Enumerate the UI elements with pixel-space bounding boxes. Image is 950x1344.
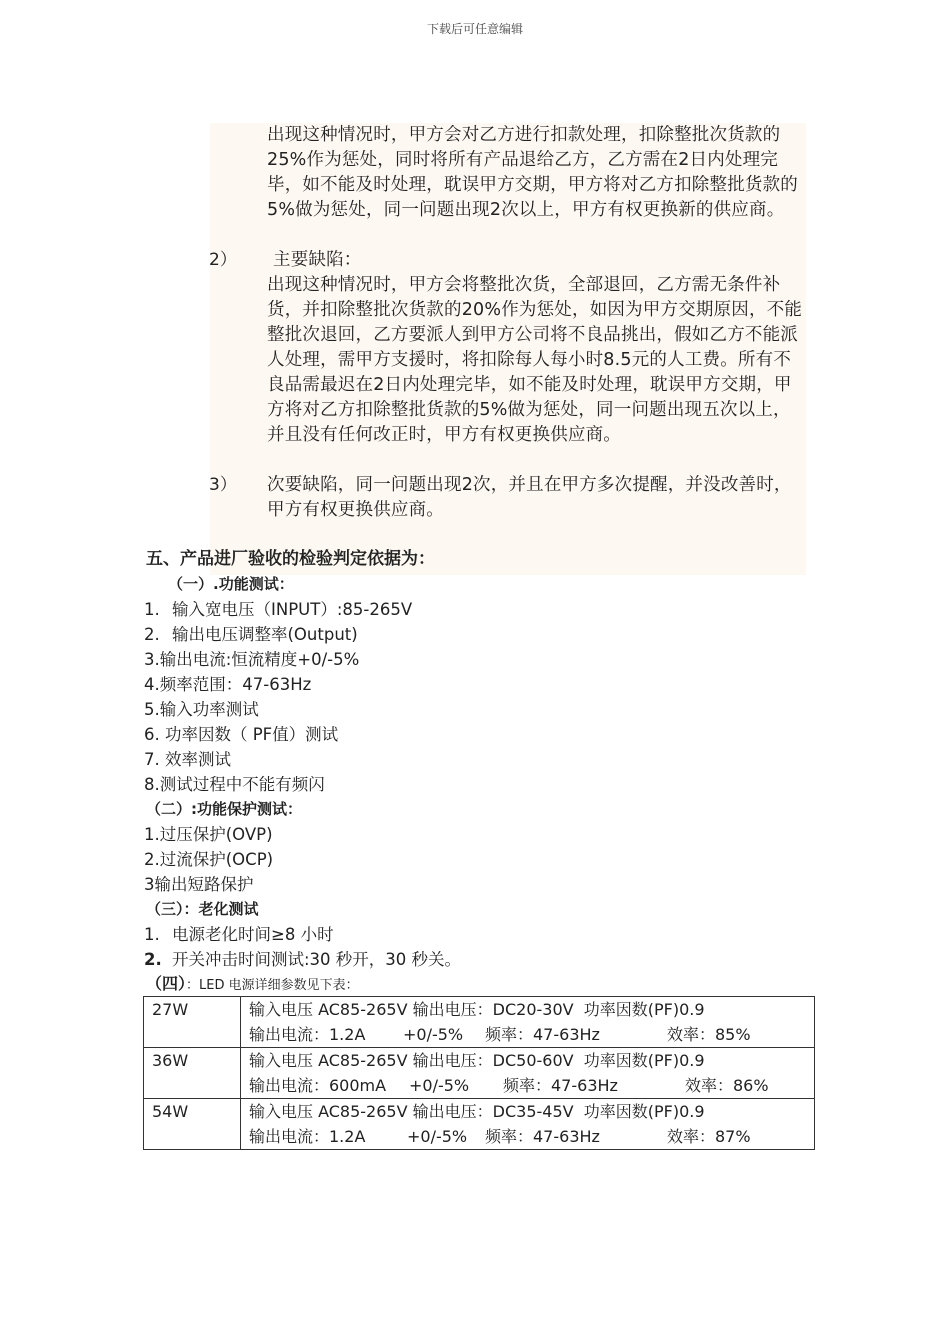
aging-item-2-number: 2. — [144, 950, 162, 969]
item-3-number: 3） — [209, 475, 237, 495]
section-5-heading: 五、产品进厂验收的检验判定依据为： — [146, 549, 435, 569]
prot-item-3: 3输出短路保护 — [144, 875, 254, 894]
sub-heading-4 — [146, 971, 359, 998]
aging-item-1-number: 1. — [144, 925, 160, 944]
prot-item-2: 2.过流保护(OCP) — [144, 850, 274, 869]
sub-heading-1: （一）.功能测试： — [168, 575, 294, 593]
page-header: 下载后可任意编辑 — [426, 22, 523, 36]
frequency: 频率：47-63Hz — [485, 1127, 600, 1146]
sub-heading-3: （三）：老化测试 — [146, 900, 259, 918]
led-spec-table — [143, 996, 815, 1150]
table-row — [144, 997, 815, 1048]
sub-heading-2: （二）:功能保护测试： — [146, 800, 302, 818]
spec-cell — [241, 1048, 815, 1099]
output-current: 输出电流：1.2A — [249, 1025, 366, 1044]
efficiency: 效率：86% — [685, 1076, 769, 1095]
aging-item-1 — [144, 922, 334, 947]
func-item-2 — [144, 622, 358, 647]
wattage-cell: 36W — [144, 1048, 241, 1099]
current-tolerance: +0/-5% — [403, 1025, 464, 1044]
output-current: 输出电流：1.2A — [249, 1127, 366, 1146]
func-item-8: 8.测试过程中不能有频闪 — [144, 775, 325, 794]
current-tolerance: +0/-5% — [409, 1076, 470, 1095]
power-factor: 功率因数(PF)0.9 — [583, 1051, 705, 1070]
output-voltage: 输出电压：DC35-45V — [412, 1102, 574, 1121]
spec-cell — [241, 997, 815, 1048]
func-item-7: 7. 效率测试 — [144, 750, 231, 769]
efficiency: 效率：85% — [667, 1025, 751, 1044]
func-item-5: 5.输入功率测试 — [144, 700, 259, 719]
wattage-cell: 54W — [144, 1099, 241, 1150]
current-tolerance: +0/-5% — [407, 1127, 468, 1146]
item-2-title: 主要缺陷： — [273, 250, 362, 270]
sub-heading-4-text: ：LED 电源详细参数见下表： — [186, 978, 359, 993]
wattage-cell: 27W — [144, 997, 241, 1048]
prot-item-1: 1.过压保护(OVP) — [144, 825, 273, 844]
func-item-6: 6. 功率因数（ PF值）测试 — [144, 725, 339, 744]
power-factor: 功率因数(PF)0.9 — [583, 1102, 705, 1121]
power-factor: 功率因数(PF)0.9 — [583, 1000, 705, 1019]
input-voltage: 输入电压 AC85-265V — [249, 1051, 408, 1070]
item-3-text: 次要缺陷，同一问题出现2次，并且在甲方多次提醒，并没改善时，甲方有权更换供应商。 — [267, 475, 792, 520]
sub-heading-4-prefix: （四） — [146, 974, 187, 993]
frequency: 频率：47-63Hz — [485, 1025, 600, 1044]
func-item-1 — [144, 597, 412, 622]
func-item-4: 4.频率范围：47-63Hz — [144, 675, 312, 694]
item-2-text: 出现这种情况时，甲方会将整批次货，全部退回，乙方需无条件补货，并扣除整批次货款的20%作为惩处，如因为甲方交期原因，不能整批次退回，乙方要派人到甲方公司将不良品挑出，假如乙方不能派人处理，需甲方支援时，将扣除每人每小时8.5元的人工费。所有不良品需最迟在2日内处理完毕，如不能及时处理，耽误甲方交期，甲方将对乙方扣除整批货款的5%做为惩处，同一问题出现五次以上，并且没有任何改正时，甲方有权更换供应商。 — [267, 275, 803, 445]
aging-item-1-text: 电源老化时间≥8 小时 — [172, 925, 334, 944]
aging-item-2-text: 开关冲击时间测试:30 秒开，30 秒关。 — [172, 950, 462, 969]
item-2-number: 2） — [209, 250, 237, 270]
penalty-paragraph-1: 出现这种情况时，甲方会对乙方进行扣款处理，扣除整批次货款的25%作为惩处，同时将所有产品退给乙方，乙方需在2日内处理完毕，如不能及时处理，耽误甲方交期，甲方将对乙方扣除整批货款的5%做为惩处，同一问题出现2次以上，甲方有权更换新的供应商。 — [267, 125, 798, 220]
spec-cell — [241, 1099, 815, 1150]
func-item-3: 3.输出电流:恒流精度+0/-5% — [144, 650, 360, 669]
func-item-1-text: 输入宽电压（INPUT）:85-265V — [172, 600, 413, 619]
input-voltage: 输入电压 AC85-265V — [249, 1102, 408, 1121]
func-item-2-number: 2. — [144, 625, 160, 644]
table-row — [144, 1099, 815, 1150]
output-voltage: 输出电压：DC50-60V — [412, 1051, 574, 1070]
func-item-2-text: 输出电压调整率(Output) — [172, 625, 358, 644]
frequency: 频率：47-63Hz — [503, 1076, 618, 1095]
input-voltage: 输入电压 AC85-265V — [249, 1000, 408, 1019]
table-row — [144, 1048, 815, 1099]
output-voltage: 输出电压：DC20-30V — [412, 1000, 574, 1019]
efficiency: 效率：87% — [667, 1127, 751, 1146]
func-item-1-number: 1. — [144, 600, 160, 619]
aging-item-2 — [144, 947, 461, 972]
output-current: 输出电流：600mA — [249, 1076, 387, 1095]
